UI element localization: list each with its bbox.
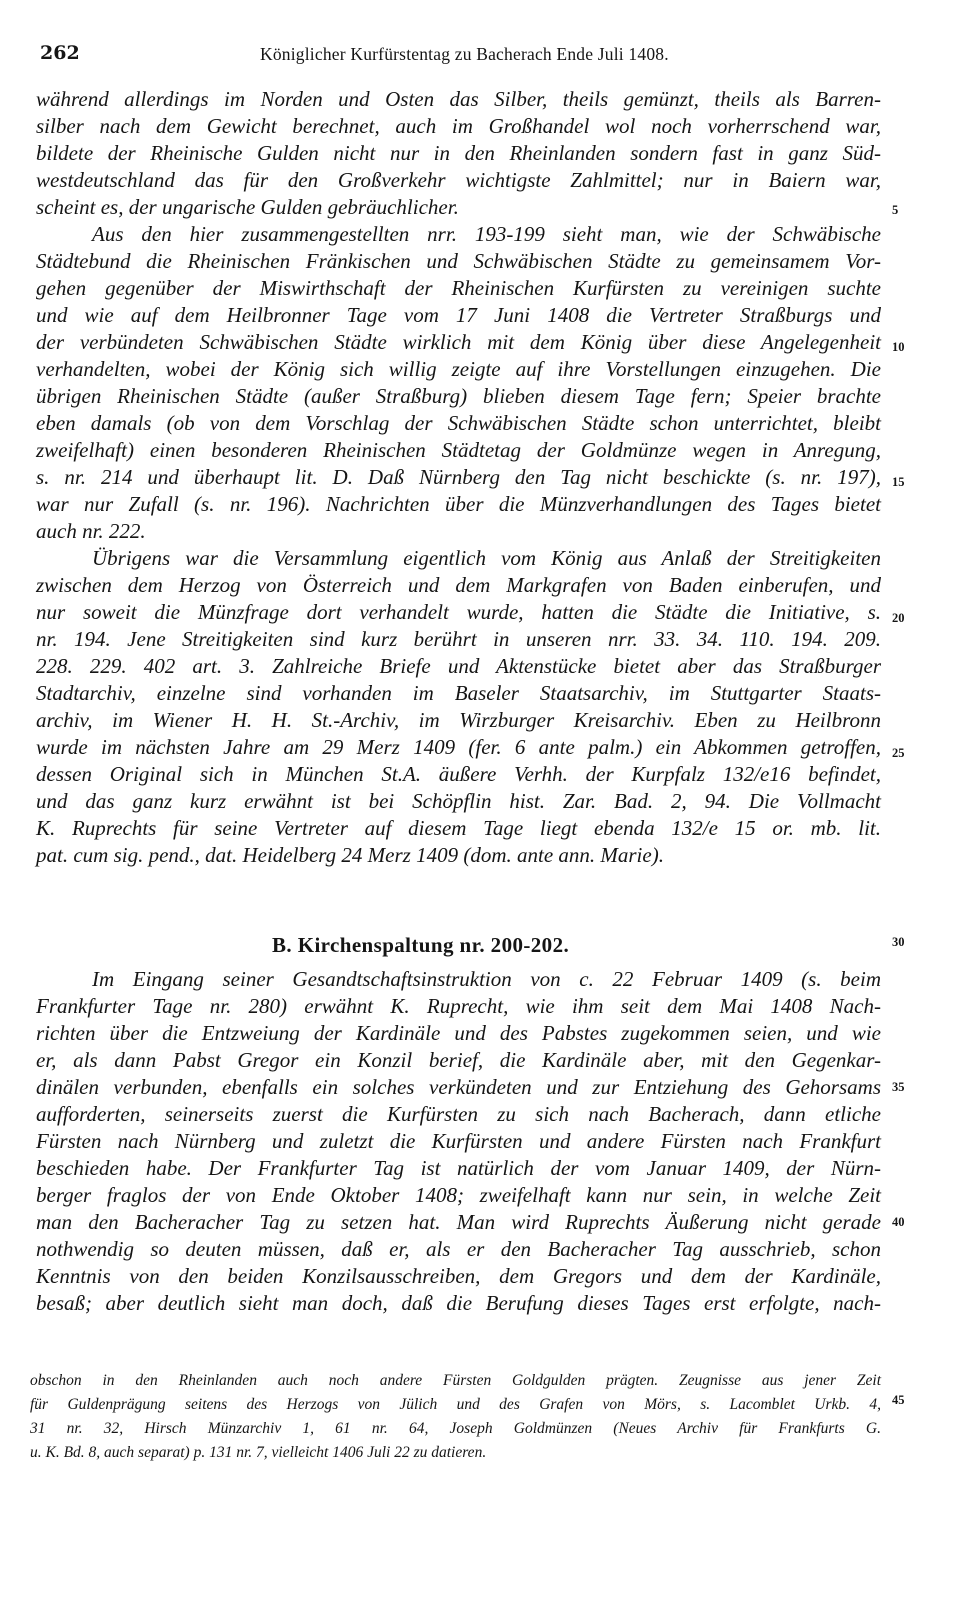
text-line: bildete der Rheinische Gulden nicht nur in den Rheinlanden sondern fast in ganz Süd-	[36, 141, 881, 165]
running-title: Königlicher Kurfürstentag zu Bacherach Ende Juli 1408.	[260, 44, 669, 64]
text-line: richten über die Entzweiung der Kardinäle und des Pabstes zugekommen seien, und wie	[36, 1021, 881, 1045]
text-line: übrigen Rheinischen Städte (außer Straßburg) blieben diesem Tage fern; Speier brachte	[36, 384, 881, 408]
text-line: er, als dann Pabst Gregor ein Konzil berief, die Kardinäle aber, mit den Gegenkar-	[36, 1048, 881, 1072]
text-line: nr. 194. Jene Streitigkeiten sind kurz berührt in unseren nrr. 33. 34. 110. 194. 209.	[36, 627, 881, 651]
footnote-line: 31 nr. 32, Hirsch Münzarchiv 1, 61 nr. 64, Joseph Goldmünzen (Neues Archiv für Frankfurts G.	[30, 1420, 881, 1437]
text-line: Aus den hier zusammengestellten nrr. 193-199 sieht man, wie der Schwäbische	[92, 222, 881, 246]
text-line: während allerdings im Norden und Osten das Silber, theils gemünzt, theils als Barren-	[36, 87, 881, 111]
text-line: Im Eingang seiner Gesandtschaftsinstruktion von c. 22 Februar 1409 (s. beim	[92, 967, 881, 991]
text-line: wurde im nächsten Jahre am 29 Merz 1409 (fer. 6 ante palm.) ein Abkommen getroffen,	[36, 735, 881, 759]
text-line: K. Ruprechts für seine Vertreter auf diesem Tage liegt ebenda 132/e 15 or. mb. lit.	[36, 816, 881, 840]
text-line: Frankfurter Tage nr. 280) erwähnt K. Ruprecht, wie ihm seit dem Mai 1408 Nach-	[36, 994, 881, 1018]
line-number: 20	[892, 611, 905, 625]
text-line: 228. 229. 402 art. 3. Zahlreiche Briefe und Aktenstücke bietet aber das Straßburger	[36, 654, 881, 678]
line-number: 35	[892, 1080, 905, 1094]
line-number: 5	[892, 203, 899, 217]
text-line: war nur Zufall (s. nr. 196). Nachrichten über die Münzverhandlungen des Tages bietet	[36, 492, 881, 516]
text-line: besaß; aber deutlich sieht man doch, daß die Berufung dieses Tages erst erfolgte, nach-	[36, 1291, 881, 1315]
text-line: dinälen verbunden, ebenfalls ein solches verkündeten und zur Entziehung des Gehorsams	[36, 1075, 881, 1099]
line-number: 15	[892, 475, 905, 489]
text-line: Städtebund die Rheinischen Fränkischen und Schwäbischen Städte zu gemeinsamem Vor-	[36, 249, 881, 273]
text-line: man den Bacheracher Tag zu setzen hat. Man wird Ruprechts Äußerung nicht gerade	[36, 1210, 881, 1234]
section-heading: B. Kirchenspaltung nr. 200-202.	[272, 933, 570, 957]
line-number: 30	[892, 935, 905, 949]
text-line: Kenntnis von den beiden Konzilsausschreiben, dem Gregors und dem der Kardinäle,	[36, 1264, 881, 1288]
text-line: und wie auf dem Heilbronner Tage vom 17 Juni 1408 die Vertreter Straßburgs und	[36, 303, 881, 327]
footnote-line: obschon in den Rheinlanden auch noch andere Fürsten Goldgulden prägten. Zeugnisse aus jener Zeit	[30, 1372, 881, 1389]
text-line: pat. cum sig. pend., dat. Heidelberg 24 Merz 1409 (dom. ante ann. Marie).	[36, 843, 664, 867]
text-line: Stadtarchiv, einzelne sind vorhanden im Baseler Staatsarchiv, im Stuttgarter Staats-	[36, 681, 881, 705]
text-line: scheint es, der ungarische Gulden gebräuchlicher.	[36, 195, 459, 219]
text-line: berger fraglos der von Ende Oktober 1408; zweifelhaft kann nur sein, in welche Zeit	[36, 1183, 881, 1207]
text-line: gehen gegenüber der Miswirthschaft der Rheinischen Kurfürsten zu vereinigen suchte	[36, 276, 881, 300]
text-line: verhandelten, wobei der König sich willig zeigte auf ihre Vorstellungen einzugehen. Die	[36, 357, 881, 381]
footnote-line: u. K. Bd. 8, auch separat) p. 131 nr. 7, vielleicht 1406 Juli 22 zu datieren.	[30, 1444, 487, 1461]
page-number: 262	[40, 42, 80, 64]
text-line: dessen Original sich in München St.A. äußere Verhh. der Kurpfalz 132/e16 befindet,	[36, 762, 881, 786]
footnote-line: für Guldenprägung seitens des Herzogs von Jülich und des Grafen von Mörs, s. Lacomblet Urkb. 4,	[30, 1396, 881, 1413]
text-line: der verbündeten Schwäbischen Städte wirklich mit dem König über diese Angelegenheit	[36, 330, 881, 354]
text-line: eben damals (ob von dem Vorschlag der Schwäbischen Städte schon unterrichtet, bleibt	[36, 411, 881, 435]
text-line: s. nr. 214 und überhaupt lit. D. Daß Nürnberg den Tag nicht beschickte (s. nr. 197),	[36, 465, 881, 489]
text-line: westdeutschland das für den Großverkehr wichtigste Zahlmittel; nur in Baiern war,	[36, 168, 881, 192]
line-number: 45	[892, 1393, 905, 1407]
line-number: 40	[892, 1215, 905, 1229]
text-line: aufforderten, seinerseits zuerst die Kurfürsten zu sich nach Bacherach, dann etliche	[36, 1102, 881, 1126]
line-number: 25	[892, 746, 905, 760]
page-header	[40, 42, 880, 70]
text-line: archiv, im Wiener H. H. St.-Archiv, im Wirzburger Kreisarchiv. Eben zu Heilbronn	[36, 708, 881, 732]
text-line: Fürsten nach Nürnberg und zuletzt die Kurfürsten und andere Fürsten nach Frankfurt	[36, 1129, 881, 1153]
text-line: nothwendig so deuten müssen, daß er, als er den Bacheracher Tag ausschrieb, schon	[36, 1237, 881, 1261]
text-line: zweifelhaft) einen besonderen Rheinischen Städtetag der Goldmünze wegen in Anregung,	[36, 438, 881, 462]
text-line: und das ganz kurz erwähnt ist bei Schöpflin hist. Zar. Bad. 2, 94. Die Vollmacht	[36, 789, 881, 813]
text-line: Übrigens war die Versammlung eigentlich vom König aus Anlaß der Streitigkeiten	[92, 546, 881, 570]
text-line: beschieden habe. Der Frankfurter Tag ist natürlich der vom Januar 1409, der Nürn-	[36, 1156, 881, 1180]
text-line: silber nach dem Gewicht berechnet, auch im Großhandel wol noch vorherrschend war,	[36, 114, 881, 138]
line-number: 10	[892, 340, 905, 354]
text-line: nur soweit die Münzfrage dort verhandelt wurde, hatten die Städte die Initiative, s.	[36, 600, 881, 624]
text-line: auch nr. 222.	[36, 519, 146, 543]
text-line: zwischen dem Herzog von Österreich und dem Markgrafen von Baden einberufen, und	[36, 573, 881, 597]
